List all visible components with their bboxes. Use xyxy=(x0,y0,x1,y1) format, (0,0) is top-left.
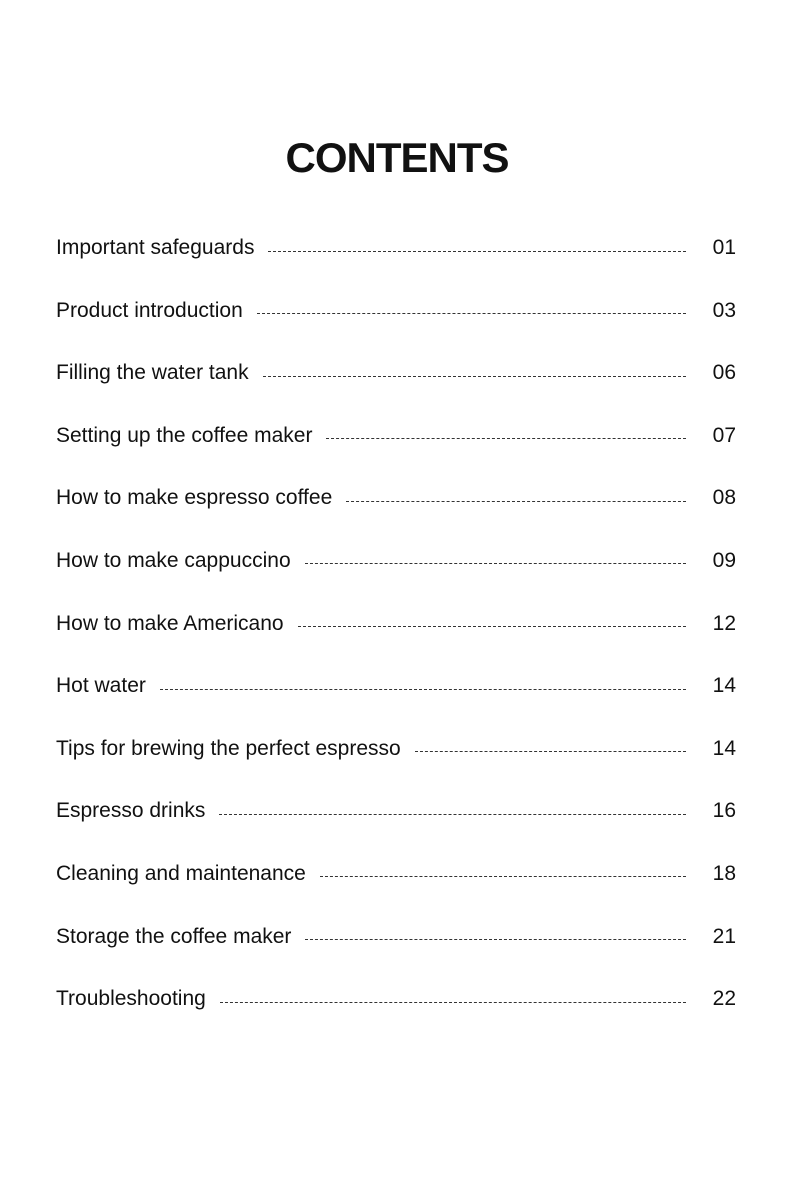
toc-entry-title: Troubleshooting xyxy=(56,987,206,1011)
toc-entry-page-number: 06 xyxy=(712,361,736,385)
toc-entry-title: Hot water xyxy=(56,674,146,698)
toc-entry-page-number: 14 xyxy=(712,674,736,698)
toc-entry-page-number: 07 xyxy=(712,423,736,447)
dotted-leader xyxy=(305,939,686,940)
toc-entry[interactable] xyxy=(56,791,736,831)
dotted-leader xyxy=(220,1002,686,1003)
toc-entry[interactable] xyxy=(56,604,736,644)
dotted-leader xyxy=(346,501,686,502)
toc-entry[interactable] xyxy=(56,917,736,957)
toc-entry-title: How to make espresso coffee xyxy=(56,486,333,510)
toc-entry[interactable] xyxy=(56,729,736,769)
dotted-leader xyxy=(263,376,686,377)
toc-entry-page-number: 22 xyxy=(712,987,736,1011)
toc-entry-title: Setting up the coffee maker xyxy=(56,423,313,447)
toc-entry-page-number: 03 xyxy=(712,298,736,322)
toc-entry-page-number: 01 xyxy=(712,236,736,259)
toc-entry-title: How to make cappuccino xyxy=(56,548,291,572)
toc-entry[interactable] xyxy=(56,416,736,456)
toc-entry-title: Storage the coffee maker xyxy=(56,924,292,948)
toc-entry-title: How to make Americano xyxy=(56,611,284,635)
toc-entry[interactable] xyxy=(56,478,736,518)
toc-entry-page-number: 09 xyxy=(712,548,736,572)
dotted-leader xyxy=(257,313,686,314)
dotted-leader xyxy=(160,689,686,690)
toc-entry-title: Filling the water tank xyxy=(56,361,249,385)
table-of-contents xyxy=(56,228,736,1042)
toc-entry[interactable] xyxy=(56,291,736,331)
dotted-leader xyxy=(326,438,686,439)
dotted-leader xyxy=(268,251,686,252)
toc-entry[interactable] xyxy=(56,979,736,1019)
toc-entry[interactable] xyxy=(56,854,736,894)
toc-entry-page-number: 14 xyxy=(712,736,736,760)
toc-entry-title: Espresso drinks xyxy=(56,799,206,823)
toc-entry[interactable] xyxy=(56,228,736,268)
page-title: CONTENTS xyxy=(285,134,509,181)
toc-entry-page-number: 21 xyxy=(712,924,736,948)
dotted-leader xyxy=(415,751,686,752)
toc-entry[interactable] xyxy=(56,353,736,393)
toc-entry-title: Product introduction xyxy=(56,298,243,322)
toc-entry-title: Important safeguards xyxy=(56,236,255,259)
dotted-leader xyxy=(305,563,686,564)
toc-entry-page-number: 12 xyxy=(712,611,736,635)
toc-entry-title: Cleaning and maintenance xyxy=(56,861,306,885)
toc-entry-title: Tips for brewing the perfect espresso xyxy=(56,736,401,760)
toc-entry[interactable] xyxy=(56,666,736,706)
dotted-leader xyxy=(320,876,686,877)
toc-entry[interactable] xyxy=(56,541,736,581)
dotted-leader xyxy=(298,626,686,627)
toc-entry-page-number: 16 xyxy=(712,799,736,823)
toc-entry-page-number: 18 xyxy=(712,861,736,885)
dotted-leader xyxy=(219,814,686,815)
toc-entry-page-number: 08 xyxy=(712,486,736,510)
